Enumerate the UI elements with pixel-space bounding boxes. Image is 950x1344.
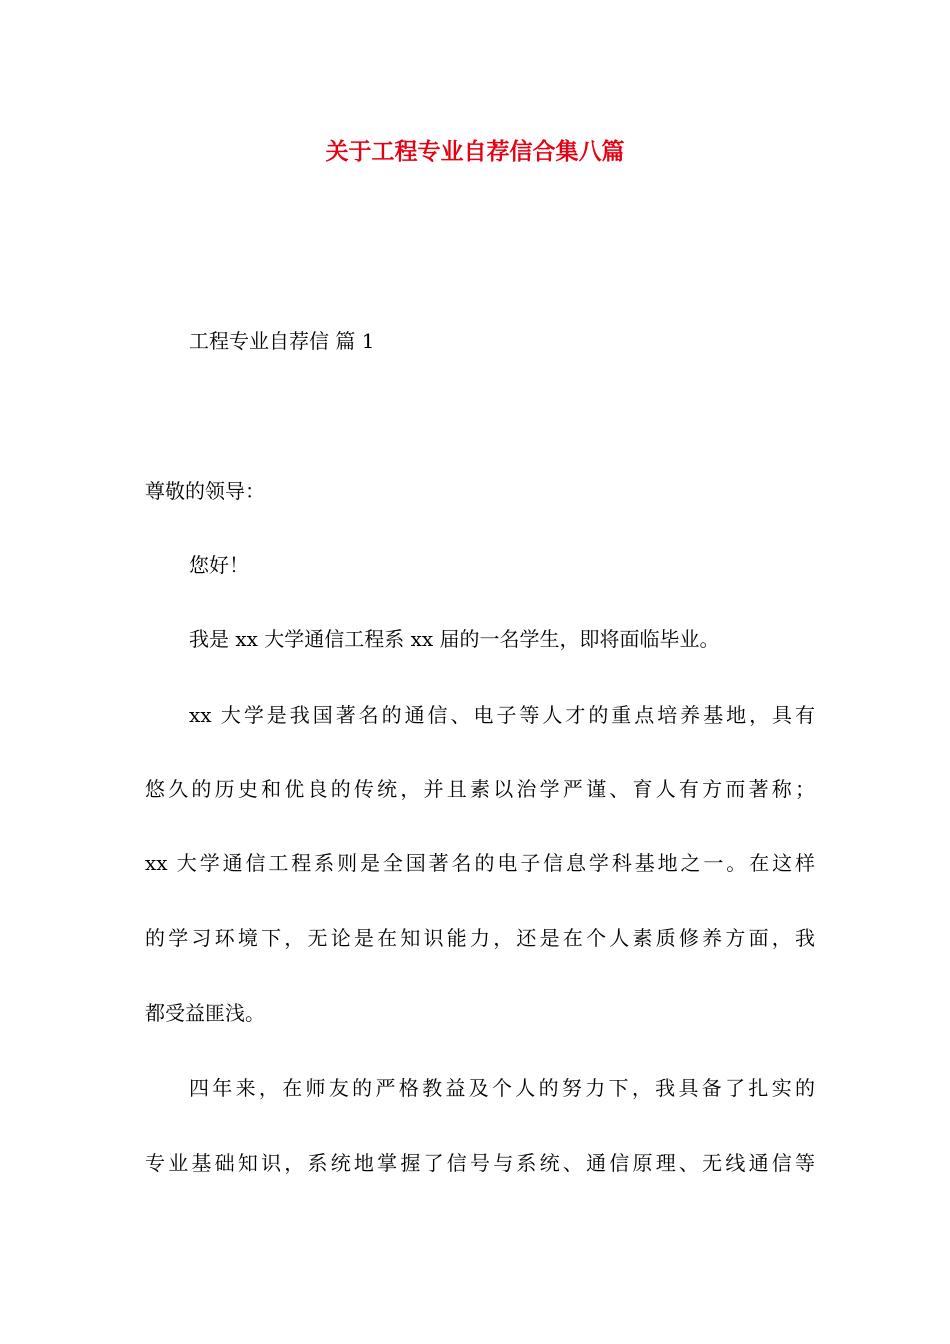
paragraph-2-line: xx 大学是我国著名的通信、电子等人才的重点培养基地，具有 [189, 703, 815, 727]
document-title: 关于工程专业自荐信合集八篇 [325, 139, 625, 165]
paragraph-2-line: 悠久的历史和优良的传统，并且素以治学严谨、育人有方而著称； [145, 777, 815, 801]
paragraph-2-line: 都受益匪浅。 [145, 1001, 265, 1025]
paragraph-3-line: 专业基础知识，系统地掌握了信号与系统、通信原理、无线通信等 [145, 1151, 815, 1175]
paragraph-2-line: xx 大学通信工程系则是全国著名的电子信息学科基地之一。在这样 [145, 851, 815, 875]
section-heading: 工程专业自荐信 篇 1 [189, 329, 375, 353]
greeting: 您好！ [189, 553, 249, 577]
paragraph-1-line: 我是 xx 大学通信工程系 xx 届的一名学生，即将面临毕业。 [189, 627, 720, 651]
paragraph-2-line: 的学习环境下，无论是在知识能力，还是在个人素质修养方面，我 [145, 926, 815, 950]
paragraph-3-line: 四年来，在师友的严格教益及个人的努力下，我具备了扎实的 [189, 1076, 815, 1100]
salutation: 尊敬的领导： [145, 479, 265, 503]
